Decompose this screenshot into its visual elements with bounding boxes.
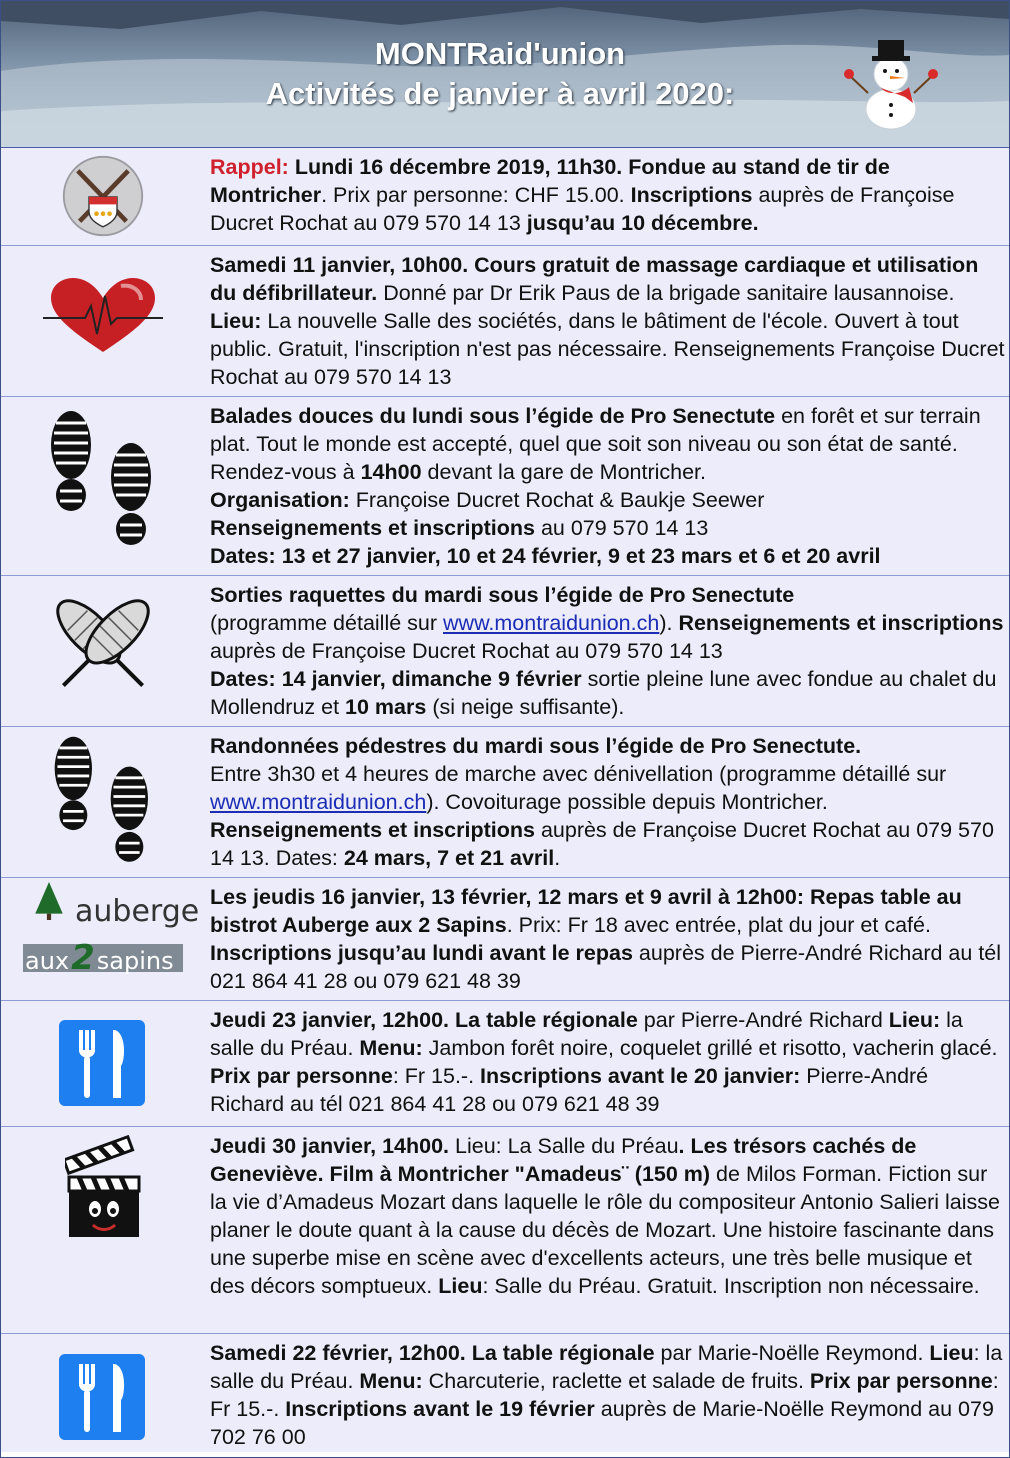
restaurant-icon: [59, 1020, 145, 1106]
activity-row-gentle-walks: [1, 397, 1009, 576]
activity-row-fondue: [1, 148, 1009, 246]
pine-tree-icon: [33, 882, 65, 920]
activity-text: Balades douces du lundi sous l’égide de Pro Senectute en forêt et sur terrain plat. Tout le monde est accepté, quel que soit son niveau ou son état de santé. Rendez-vous à 14h00 devant la gare de Montricher. Organisation: Françoise Ducret Rochat & Baukje Seewer Renseignements et inscriptions au 079 570 14 13 Dates: 13 et 27 janvier, 10 et 24 février, 9 et 23 mars et 6 et 20 avril: [210, 404, 981, 568]
snowman-icon: [841, 31, 941, 131]
header-banner: [1, 1, 1009, 148]
activity-text: Samedi 22 février, 12h00. La table régionale par Marie-Noëlle Reymond. Lieu: la salle du Préau. Menu: Charcuterie, raclette et salade de fruits. Prix par personne: Fr 15.-. Inscriptions avant le 19 février auprès de Marie-Noëlle Reymond au 079 702 76 00: [210, 1341, 1003, 1449]
website-link[interactable]: www.montraidunion.ch: [443, 611, 660, 635]
auberge-logo-top: auberge: [75, 894, 200, 929]
activity-row-hiking: [1, 727, 1009, 878]
activity-text: Les jeudis 16 janvier, 13 février, 12 mars et 9 avril à 12h00: Repas table au bistrot Auberge aux 2 Sapins. Prix: Fr 18 avec entrée, plat du jour et café. Inscriptions jusqu’au lundi avant le repas auprès de Pierre-André Richard au tél 021 864 41 28 ou 079 621 48 39: [210, 885, 1002, 993]
auberge-logo-icon: [1, 878, 207, 1000]
heart-ecg-icon: [43, 276, 163, 356]
activity-row-snowshoe: [1, 576, 1009, 727]
activity-text: Sorties raquettes du mardi sous l’égide de Pro Senectute (programme détaillé sur www.montraidunion.ch). Renseignements et inscriptions auprès de Françoise Ducret Rochat au 079 570 14 13 Dates: 14 janvier, dimanche 9 février sortie pleine lune avec fondue au chalet du Mollendruz et 10 mars (si neige suffisante).: [210, 583, 1004, 719]
auberge-logo-bottom: aux2sapins: [23, 944, 183, 972]
activity-text: Jeudi 23 janvier, 12h00. La table régionale par Pierre-André Richard Lieu: la salle du Préau. Menu: Jambon forêt noire, coquelet grillé et risotto, vacherin glacé. Prix par personne: Fr 15.-. Inscriptions avant le 20 janvier: Pierre-André Richard au tél 021 864 41 28 ou 079 621 48 39: [210, 1008, 998, 1116]
page-title: MONTRaid'union: [374, 36, 626, 71]
activity-text: Samedi 11 janvier, 10h00. Cours gratuit de massage cardiaque et utilisation du défibrillateur. Donné par Dr Erik Paus de la brigade sanitaire lausannoise. Lieu: La nouvelle Salle des sociétés, dans le bâtiment de l'école. Ouvert à tout public. Gratuit, l'inscription n'est pas nécessaire. Renseignements Françoise Ducret Rochat au 079 570 14 13: [210, 253, 1005, 389]
film-clapper-icon: [65, 1133, 145, 1243]
activity-row-table-regionale-feb: [1, 1334, 1009, 1452]
page-subtitle: Activités de janvier à avril 2020:: [265, 76, 735, 111]
activity-row-cardiac-course: [1, 246, 1009, 397]
activity-row-auberge-meals: [1, 878, 1009, 1001]
footprints-icon: [46, 733, 166, 873]
snowshoes-icon: [43, 586, 163, 706]
activity-row-film: [1, 1127, 1009, 1334]
website-link[interactable]: www.montraidunion.ch: [210, 790, 427, 814]
restaurant-icon: [59, 1354, 145, 1440]
shooting-club-emblem-icon: [61, 154, 145, 238]
activity-text: Rappel: Lundi 16 décembre 2019, 11h30. Fondue au stand de tir de Montricher. Prix par personne: CHF 15.00. Inscriptions auprès de Françoise Ducret Rochat au 079 570 14 13 jusqu’au 10 décembre.: [210, 155, 955, 235]
activity-text: Jeudi 30 janvier, 14h00. Lieu: La Salle du Préau. Les trésors cachés de Geneviève. Film à Montricher "Amadeus¨ (150 m) de Milos Forman. Fiction sur la vie d’Amadeus Mozart dans laquelle le rôle du compositeur Antonio Salieri laisse planer le doute quant à la cause du décès de Mozart. Une histoire fascinante dans une superbe mise en scène avec d'excellents acteurs, une très belle musique et des décors somptueux. Lieu: Salle du Préau. Gratuit. Inscription non nécessaire.: [210, 1134, 1000, 1298]
footprints-icon: [46, 407, 166, 557]
activity-row-table-regionale-jan: [1, 1001, 1009, 1127]
activity-text: Randonnées pédestres du mardi sous l’égide de Pro Senectute. Entre 3h30 et 4 heures de marche avec dénivellation (programme détaillé sur www.montraidunion.ch). Covoiturage possible depuis Montricher. Renseignements et inscriptions auprès de Françoise Ducret Rochat au 079 570 14 13. Dates: 24 mars, 7 et 21 avril.: [210, 734, 994, 870]
